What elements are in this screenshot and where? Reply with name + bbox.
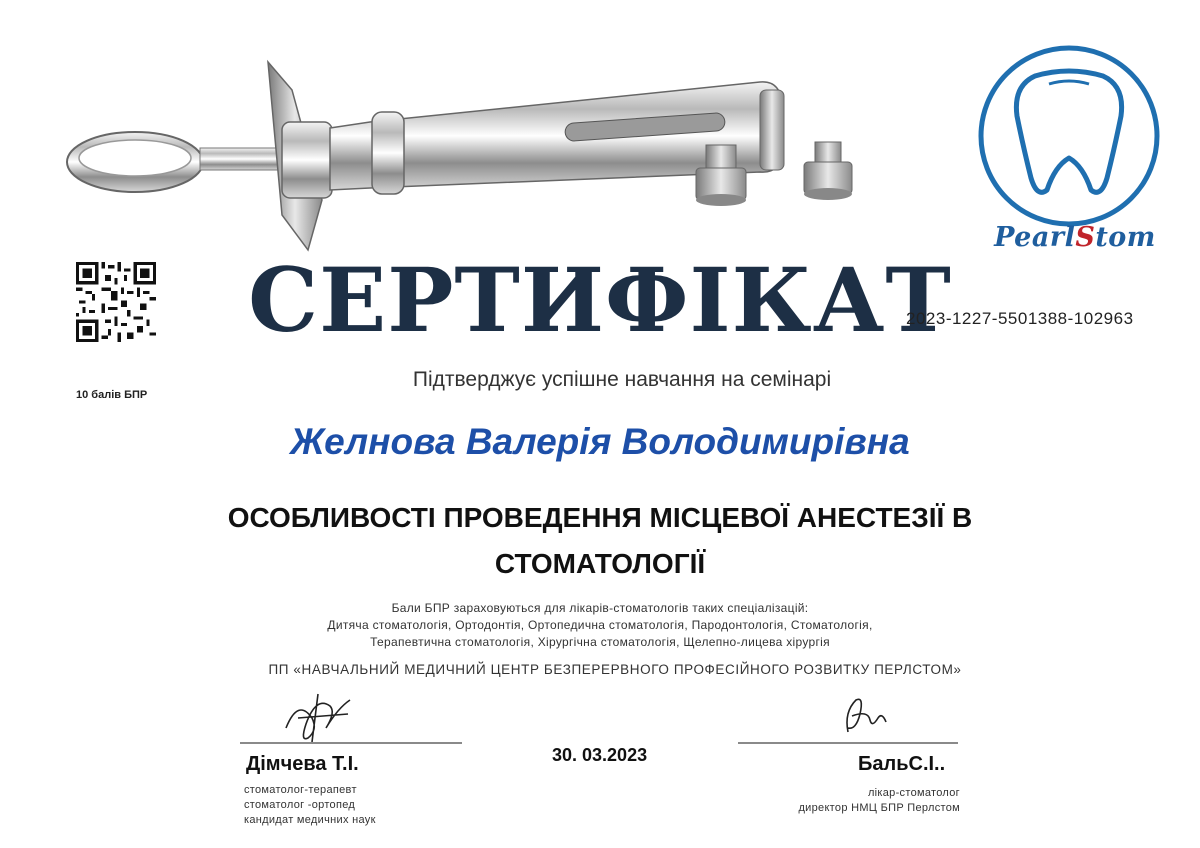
organization-name: ПП «НАВЧАЛЬНИЙ МЕДИЧНИЙ ЦЕНТР БЕЗПЕРЕРВНОГО ПРОФЕСІЙНОГО РОЗВИТКУ ПЕРЛСТОМ» (268, 662, 962, 677)
signatory-right-name: БальС.І.. (858, 753, 946, 775)
signature-line-left (240, 742, 462, 744)
issue-date: 30. 03.2023 (552, 745, 648, 765)
syringe-image (60, 50, 880, 280)
signature-left (278, 688, 362, 746)
signatory-right-roles: лікар-стоматолог директор НМЦ БПР Перлстом (798, 787, 960, 814)
credits-label: 10 балів БПР (76, 389, 148, 401)
pearlstom-logo (975, 38, 1165, 238)
certificate-number: 2023-1227-5501388-102963 (906, 309, 1134, 328)
confirmation-text: Підтверджує успішне навчання на семінарі (412, 368, 832, 391)
signature-line-right (738, 742, 958, 744)
course-title-line2: СТОМАТОЛОГІЇ (494, 548, 706, 579)
specializations-list-1: Дитяча стоматологія, Ортодонтія, Ортопедична стоматологія, Пародонтологія, Стоматологія, (327, 618, 873, 632)
course-title (120, 495, 1080, 587)
specializations-list-2: Терапевтична стоматологія, Хірургічна стоматологія, Щелепно-лицева хірургія (370, 635, 830, 649)
signature-right (838, 692, 894, 740)
signatory-left-roles: стоматолог-терапевт стоматолог -ортопед кандидат медичних наук (244, 784, 376, 826)
recipient-name: Желнова Валерія Володимирівна (290, 421, 910, 462)
logo-wordmark: PearlStom (994, 222, 1156, 253)
signatory-left-name: Дімчева Т.І. (246, 753, 359, 775)
certificate-title: СЕРТИФІКАТ (248, 248, 952, 352)
course-title-line1: ОСОБЛИВОСТІ ПРОВЕДЕННЯ МІСЦЕВОЇ АНЕСТЕЗІЇ В (227, 502, 973, 533)
specializations-intro: Бали БПР зараховуються для лікарів-стоматологів таких спеціалізацій: (391, 601, 809, 615)
